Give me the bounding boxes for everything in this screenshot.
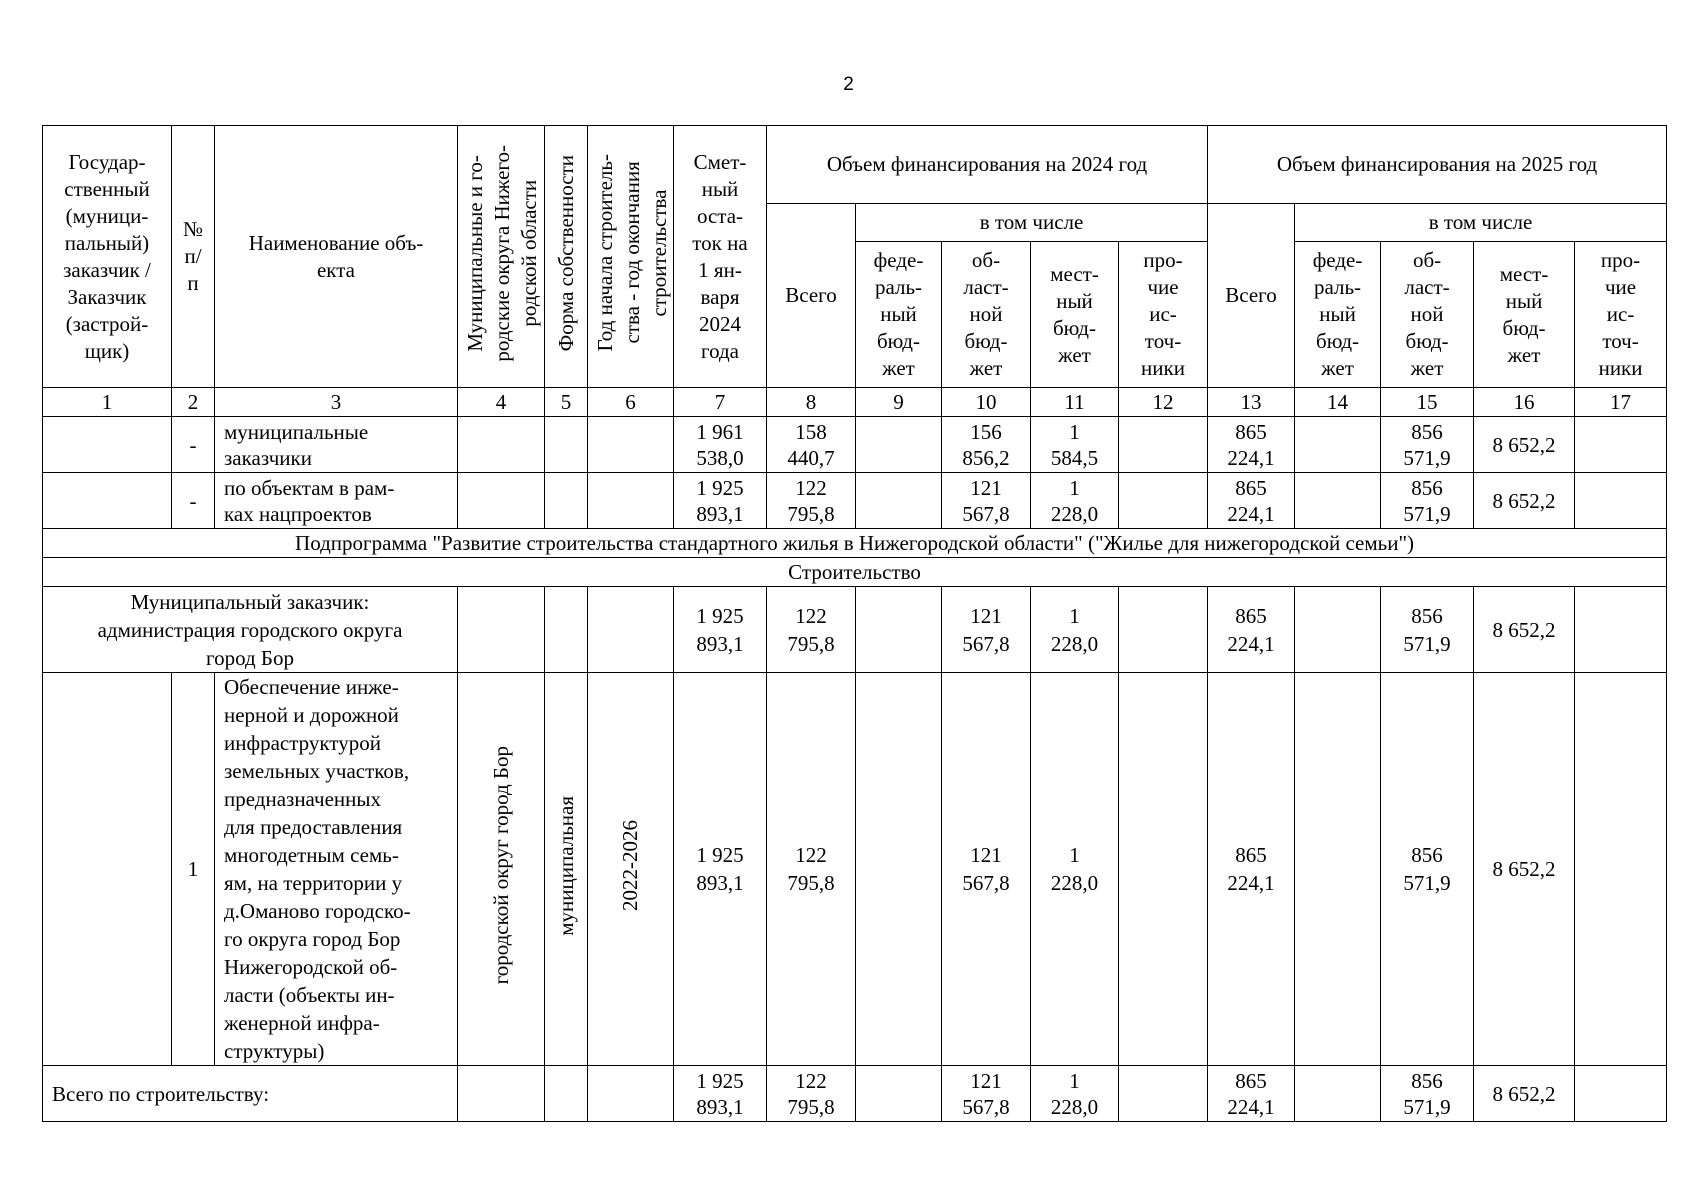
cell-regional-2024: 121 567,8 (942, 473, 1031, 529)
ownership-value: муниципальная (553, 795, 578, 936)
cell-federal-2025 (1295, 1066, 1381, 1122)
row-number: - (172, 417, 215, 473)
header-including-2024: в том числе (856, 204, 1208, 242)
subprogram-row (43, 529, 1667, 558)
cell-regional-2025: 856 571,9 (1381, 673, 1474, 1066)
col-number: 3 (215, 388, 458, 417)
header-local-2024: мест- ный бюд- жет (1031, 242, 1119, 388)
cell-total-2024: 158 440,7 (767, 417, 856, 473)
municipal-value: городской округ город Бор (488, 746, 513, 985)
cell-empty (545, 587, 588, 673)
col-number: 12 (1119, 388, 1208, 417)
cell-empty (43, 673, 172, 1066)
cell-total-2024: 122 795,8 (767, 473, 856, 529)
col-number: 5 (545, 388, 588, 417)
header-years-cell (588, 126, 674, 388)
header-row-1 (43, 126, 1667, 204)
cell-federal-2025 (1295, 673, 1381, 1066)
header-ownership-cell (545, 126, 588, 388)
cell-regional-2025: 856 571,9 (1381, 417, 1474, 473)
cell-ownership (545, 673, 588, 1066)
cell-other-2024 (1119, 473, 1208, 529)
cell-other-2025 (1575, 673, 1667, 1066)
cell-total-2025: 865 224,1 (1208, 473, 1295, 529)
header-other-2025: про- чие ис- точ- ники (1575, 242, 1667, 388)
col-number: 10 (942, 388, 1031, 417)
cell-other-2024 (1119, 587, 1208, 673)
cell-local-2025: 8 652,2 (1474, 1066, 1575, 1122)
col-number: 14 (1295, 388, 1381, 417)
construction-title: Строительство (43, 558, 1667, 587)
cell-estimate: 1 925 893,1 (674, 473, 767, 529)
cell-empty (458, 473, 545, 529)
col-number: 17 (1575, 388, 1667, 417)
cell-empty (545, 1066, 588, 1122)
table-row-municipal-customers (43, 417, 1667, 473)
cell-other-2025 (1575, 587, 1667, 673)
cell-empty (43, 417, 172, 473)
col-number: 6 (588, 388, 674, 417)
cell-estimate: 1 925 893,1 (674, 673, 767, 1066)
cell-regional-2025: 856 571,9 (1381, 587, 1474, 673)
header-municipal: Муниципальные и го- родские округа Нижего- родской области (463, 144, 541, 362)
cell-federal-2024 (856, 587, 942, 673)
cell-estimate: 1 925 893,1 (674, 587, 767, 673)
col-number: 11 (1031, 388, 1119, 417)
table-row-object-1 (43, 673, 1667, 1066)
cell-regional-2024: 121 567,8 (942, 1066, 1031, 1122)
cell-estimate: 1 961 538,0 (674, 417, 767, 473)
cell-regional-2024: 156 856,2 (942, 417, 1031, 473)
cell-other-2024 (1119, 673, 1208, 1066)
row-number: 1 (172, 673, 215, 1066)
header-estimate: Смет- ный оста- ток на 1 ян- варя 2024 года (674, 126, 767, 388)
cell-federal-2024 (856, 473, 942, 529)
col-number: 13 (1208, 388, 1295, 417)
cell-empty (588, 1066, 674, 1122)
row-customer: Муниципальный заказчик: администрация городского округа город Бор (43, 587, 458, 673)
header-fin-2024: Объем финансирования на 2024 год (767, 126, 1208, 204)
col-number: 1 (43, 388, 172, 417)
subprogram-title: Подпрограмма "Развитие строительства стандартного жилья в Нижегородской области" ("Жилье для нижегородской семьи") (43, 529, 1667, 558)
cell-other-2025 (1575, 473, 1667, 529)
cell-other-2025 (1575, 1066, 1667, 1122)
construction-row (43, 558, 1667, 587)
cell-regional-2025: 856 571,9 (1381, 473, 1474, 529)
cell-local-2024: 1 228,0 (1031, 1066, 1119, 1122)
header-object-name: Наименование объ- екта (215, 126, 458, 388)
header-local-2025: мест- ный бюд- жет (1474, 242, 1575, 388)
cell-total-2025: 865 224,1 (1208, 417, 1295, 473)
cell-federal-2024 (856, 1066, 942, 1122)
cell-local-2024: 1 228,0 (1031, 473, 1119, 529)
cell-regional-2025: 856 571,9 (1381, 1066, 1474, 1122)
row-name: Обеспечение инже- нерной и дорожной инфраструктурой земельных участков, предназначенных для предоставления многодетным семь- ям, на территории у д.Омановo городско- го округа город Бор Нижегородской об- ласти (объекты ин- женерной инфра- структуры) (215, 673, 458, 1066)
cell-total-2024: 122 795,8 (767, 673, 856, 1066)
header-years: Год начала строитель- ства - год окончания строительства (593, 154, 671, 352)
cell-local-2024: 1 228,0 (1031, 673, 1119, 1066)
cell-municipal (458, 673, 545, 1066)
col-number: 4 (458, 388, 545, 417)
cell-total-2025: 865 224,1 (1208, 673, 1295, 1066)
page-number: 2 (843, 74, 854, 95)
header-total-2024: Всего (767, 204, 856, 388)
cell-total-2025: 865 224,1 (1208, 1066, 1295, 1122)
header-number: № п/ п (172, 126, 215, 388)
cell-years (588, 673, 674, 1066)
cell-total-2024: 122 795,8 (767, 587, 856, 673)
financing-table (42, 125, 1667, 1122)
table-row-construction-total (43, 1066, 1667, 1122)
cell-empty (545, 473, 588, 529)
header-regional-2024: об- ласт- ной бюд- жет (942, 242, 1031, 388)
cell-federal-2025 (1295, 473, 1381, 529)
col-number: 15 (1381, 388, 1474, 417)
col-number: 2 (172, 388, 215, 417)
cell-local-2025: 8 652,2 (1474, 473, 1575, 529)
header-regional-2025: об- ласт- ной бюд- жет (1381, 242, 1474, 388)
header-fin-2025: Объем финансирования на 2025 год (1208, 126, 1667, 204)
cell-empty (545, 417, 588, 473)
cell-total-2024: 122 795,8 (767, 1066, 856, 1122)
cell-local-2024: 1 228,0 (1031, 587, 1119, 673)
header-ownership: Форма собственности (553, 154, 578, 352)
table-row-national-projects (43, 473, 1667, 529)
header-federal-2025: феде- раль- ный бюд- жет (1295, 242, 1381, 388)
cell-empty (458, 1066, 545, 1122)
row-number: - (172, 473, 215, 529)
header-other-2024: про- чие ис- точ- ники (1119, 242, 1208, 388)
column-numbers-row (43, 388, 1667, 417)
cell-other-2024 (1119, 1066, 1208, 1122)
header-total-2025: Всего (1208, 204, 1295, 388)
cell-local-2024: 1 584,5 (1031, 417, 1119, 473)
years-value: 2022-2026 (618, 820, 642, 911)
cell-federal-2025 (1295, 587, 1381, 673)
cell-empty (458, 587, 545, 673)
cell-other-2025 (1575, 417, 1667, 473)
cell-local-2025: 8 652,2 (1474, 673, 1575, 1066)
row-name: по объектам в рам- ках нацпроектов (215, 473, 458, 529)
col-number: 7 (674, 388, 767, 417)
cell-federal-2024 (856, 417, 942, 473)
col-number: 9 (856, 388, 942, 417)
cell-other-2024 (1119, 417, 1208, 473)
cell-federal-2025 (1295, 417, 1381, 473)
cell-estimate: 1 925 893,1 (674, 1066, 767, 1122)
cell-empty (588, 587, 674, 673)
cell-total-2025: 865 224,1 (1208, 587, 1295, 673)
header-customer: Государ- ственный (муници- пальный) заказчик / Заказчик (застрой- щик) (43, 126, 172, 388)
row-total-label: Всего по строительству: (43, 1066, 458, 1122)
table-row-municipal-customer (43, 587, 1667, 673)
cell-empty (458, 417, 545, 473)
cell-empty (43, 473, 172, 529)
row-name: муниципальные заказчики (215, 417, 458, 473)
cell-empty (588, 473, 674, 529)
col-number: 16 (1474, 388, 1575, 417)
cell-federal-2024 (856, 673, 942, 1066)
header-municipal-cell (458, 126, 545, 388)
cell-regional-2024: 121 567,8 (942, 673, 1031, 1066)
cell-local-2025: 8 652,2 (1474, 587, 1575, 673)
cell-empty (588, 417, 674, 473)
col-number: 8 (767, 388, 856, 417)
cell-local-2025: 8 652,2 (1474, 417, 1575, 473)
header-including-2025: в том числе (1295, 204, 1667, 242)
header-federal-2024: феде- раль- ный бюд- жет (856, 242, 942, 388)
cell-regional-2024: 121 567,8 (942, 587, 1031, 673)
